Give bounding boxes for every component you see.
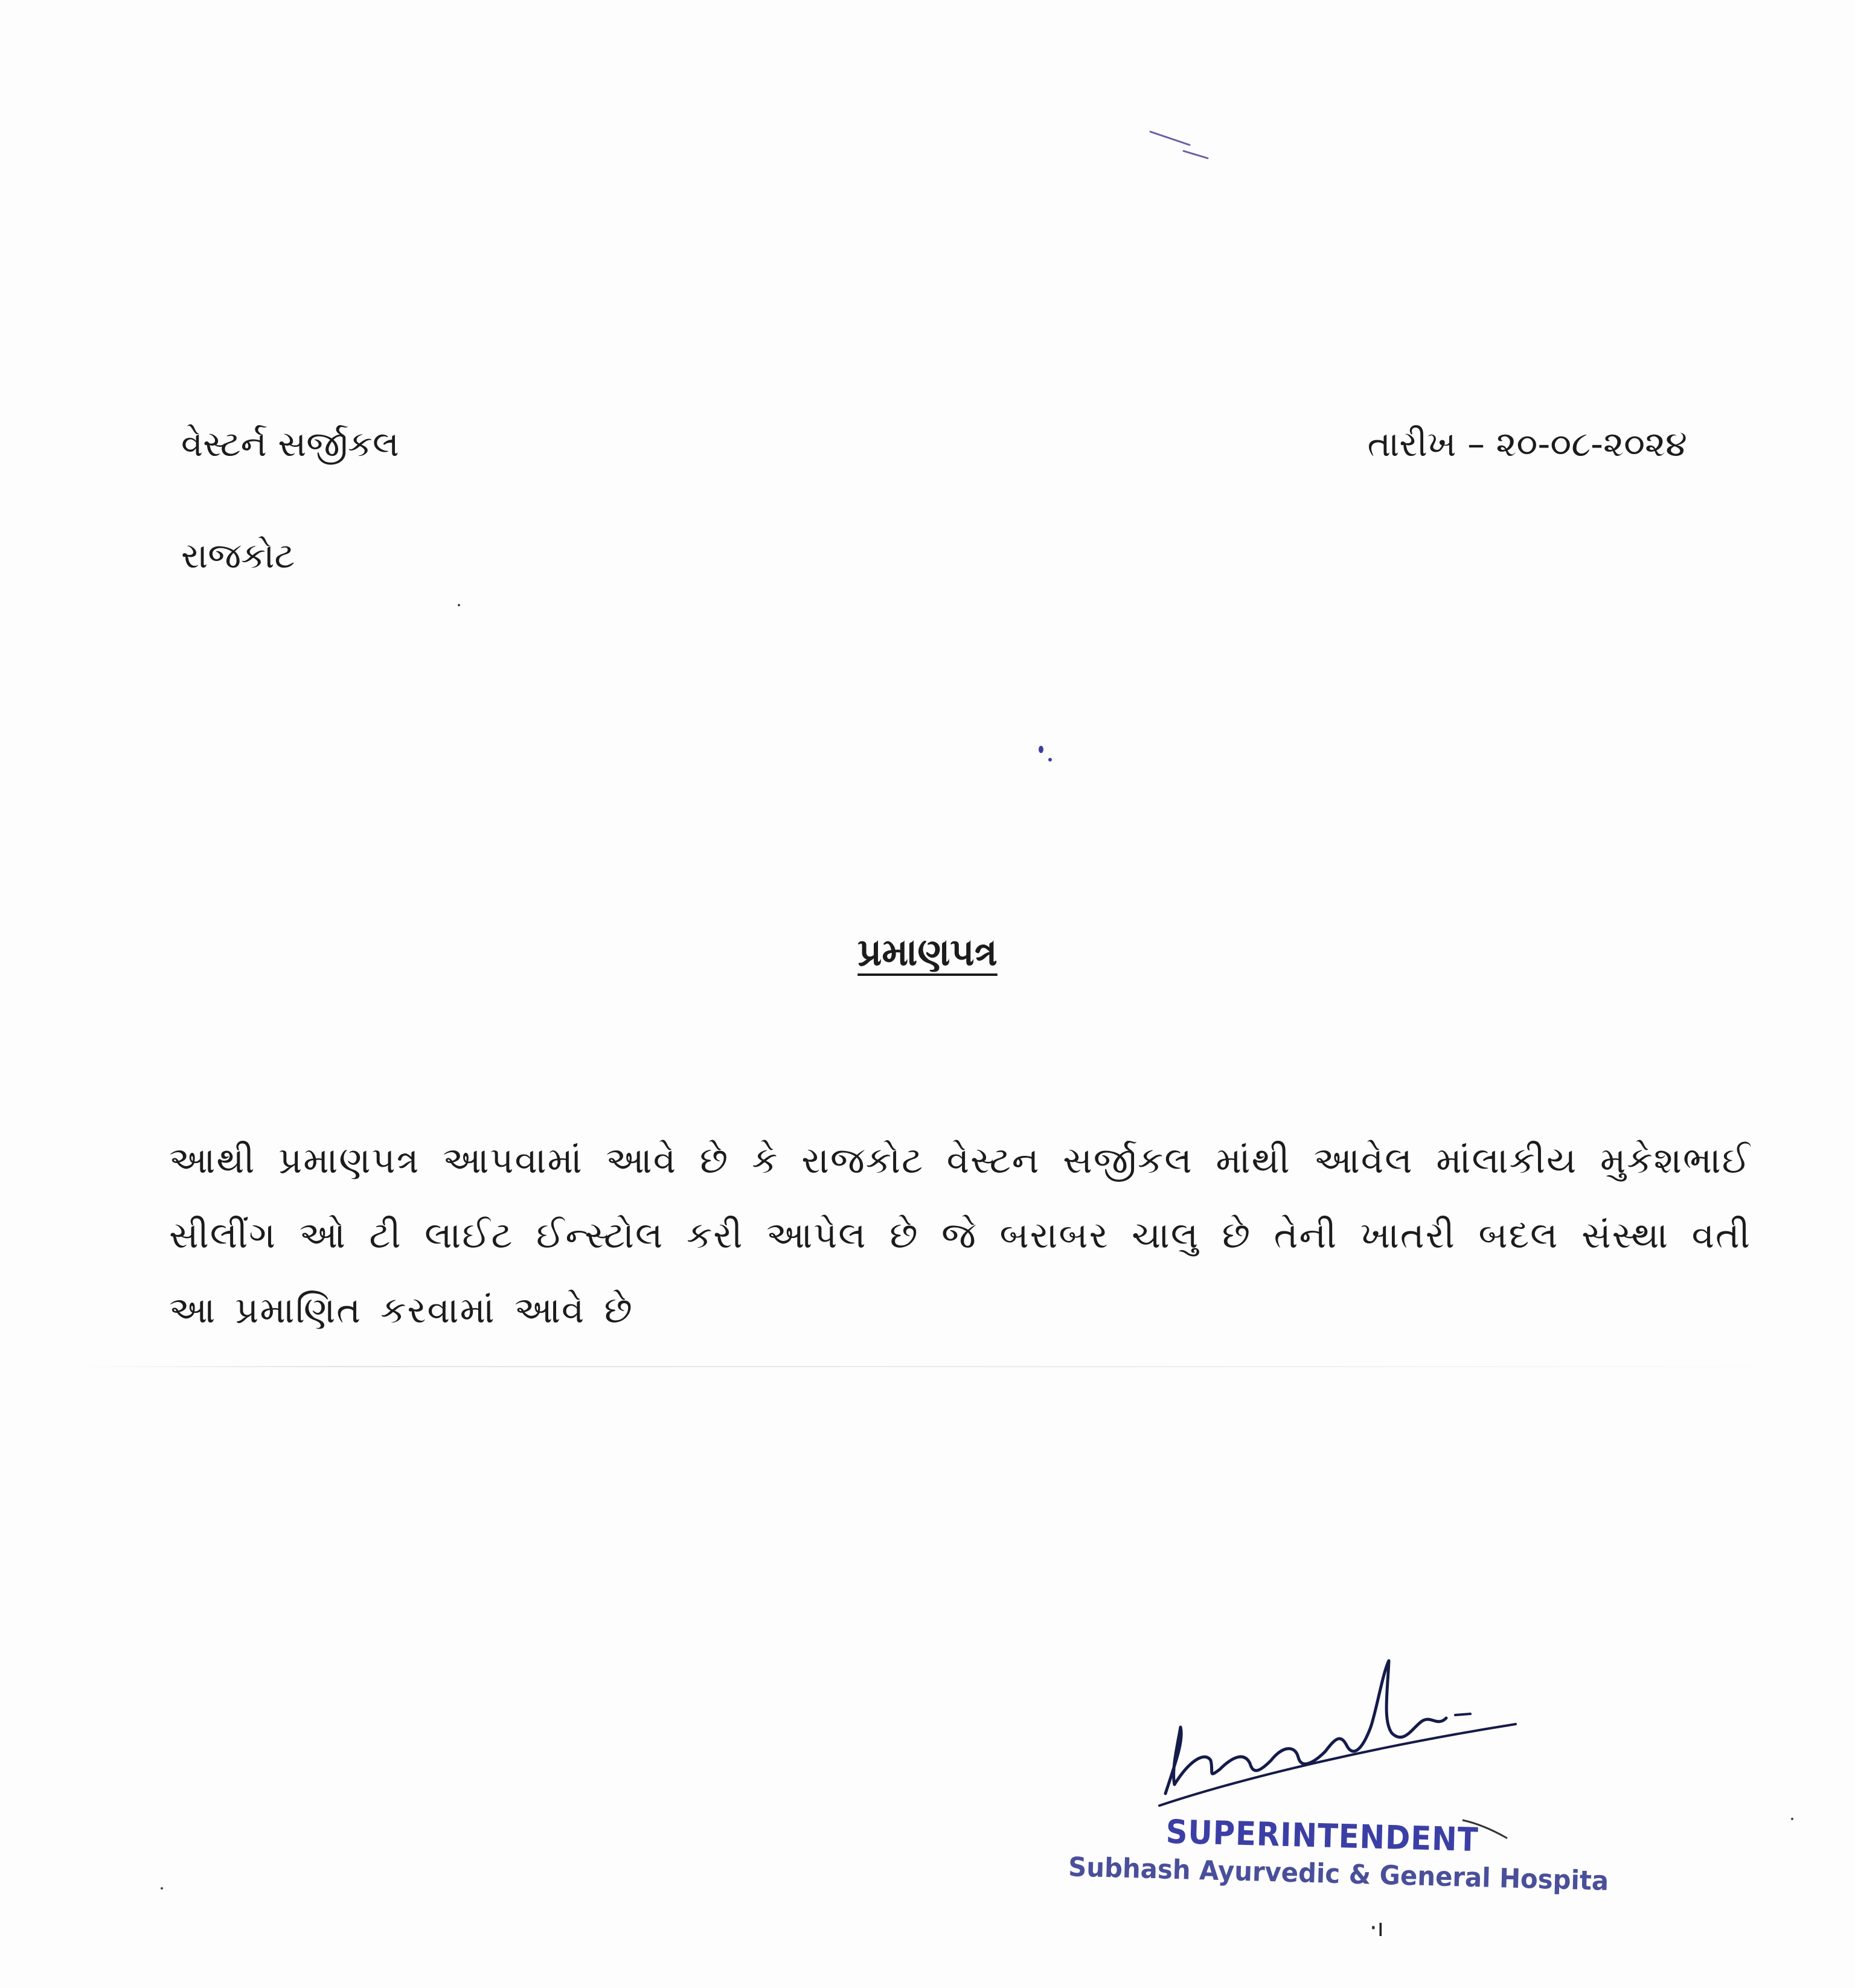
paper-fold-line [72,1366,1824,1367]
paper-speck [1048,758,1052,762]
stamp-tick-mark [1461,1818,1510,1842]
sender-block [181,417,399,640]
stamp-mark: ·ı [1370,1914,1384,1942]
stamp-organization: Subhash Ayurvedic & General Hospita [1068,1852,1609,1897]
paper-speck [1039,746,1043,753]
paper-speck [161,1887,163,1890]
document-title-text: પ્રમાણપત્ર [857,930,998,974]
pen-mark [1147,127,1220,163]
paper-speck [458,604,460,606]
stamp-title: SUPERINTENDENT [1165,1812,1479,1859]
certificate-body: આથી પ્રમાણપત્ર આપવામાં આવે છે કે રાજકોટ વેસ્ટન સર્જીકલ માંથી આવેલ માંલાકીય મુકેશભાઈ સીલીંગ ઓ ટી લાઈટ ઈન્સ્ટોલ કરી આપેલ છે જે બરાબર ચાલુ છે તેની ખાતરી બદલ સંસ્થા વતી આ પ્રમાણિત કરવામાં આવે છે [169,1140,1751,1332]
official-stamp [1068,1810,1650,1897]
sender-name: વેસ્ટર્ન સર્જીકલ [181,423,399,464]
handwritten-signature [1153,1655,1528,1812]
document-title [0,930,1855,975]
sender-city: રાજકોટ [181,535,295,576]
paper-speck [1791,1818,1793,1820]
date-line: તારીખ – ૨૦-૦૮-૨૦૨૪ [1367,423,1687,464]
